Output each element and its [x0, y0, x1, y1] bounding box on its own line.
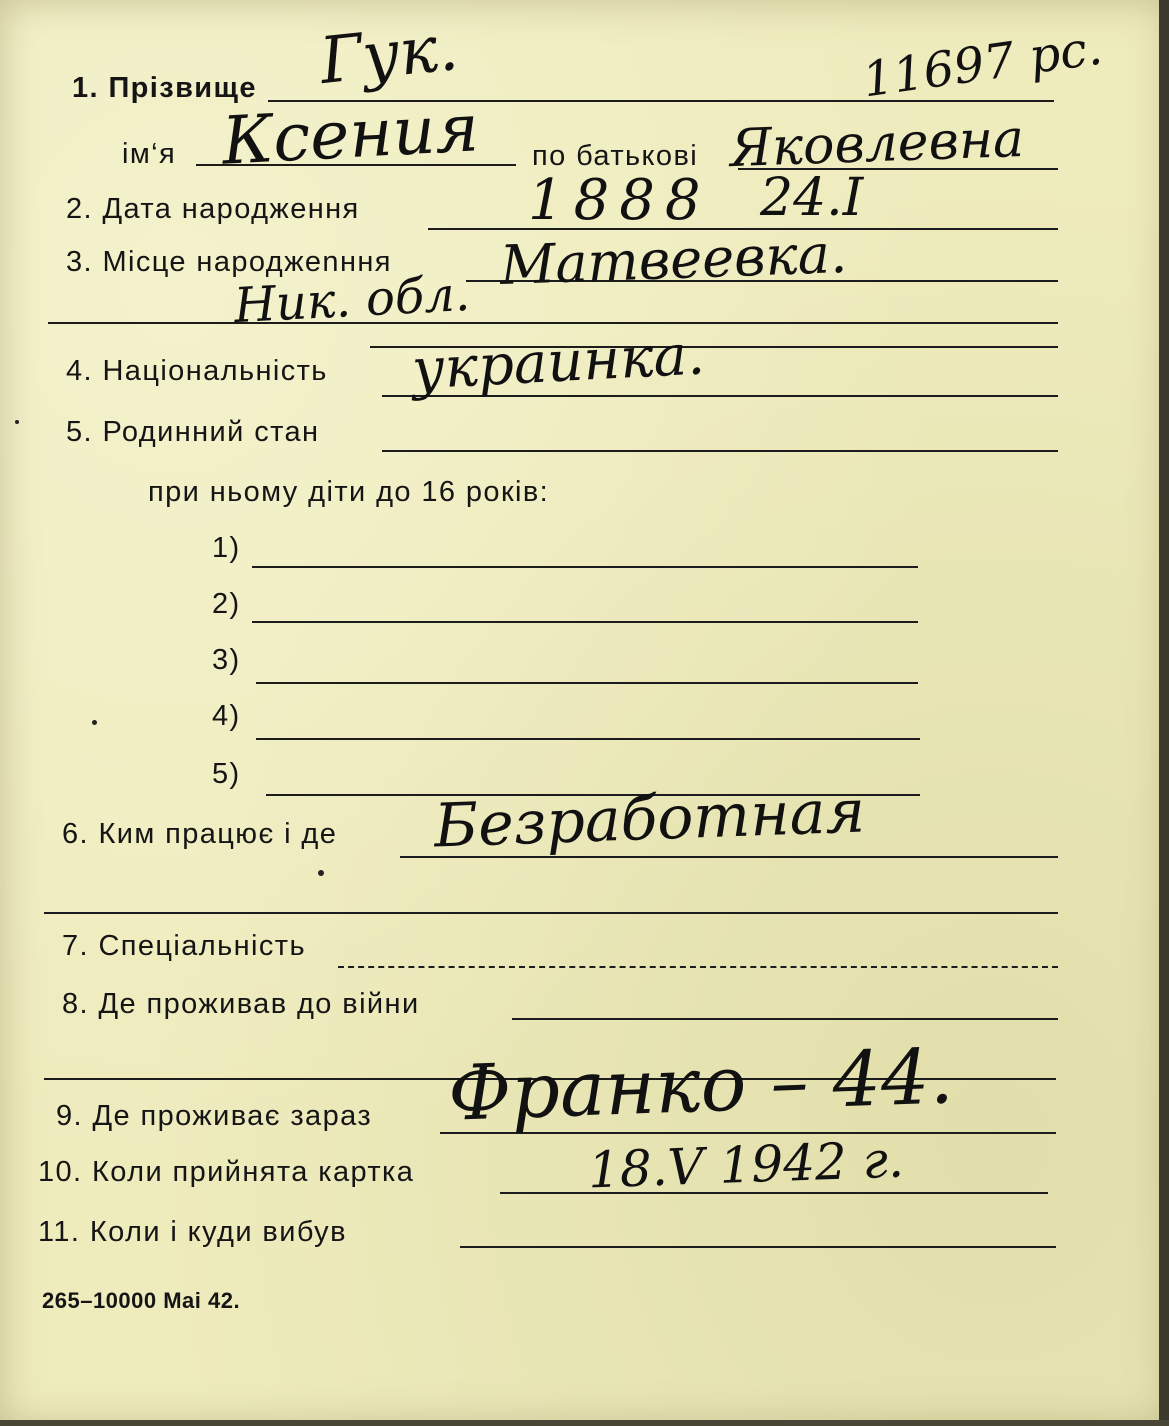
speciality-line	[338, 966, 1058, 968]
handwritten-address: Франко – 44.	[446, 1031, 955, 1138]
child-1-line	[252, 566, 918, 568]
current-residence-label: 9. Де проживає зараз	[56, 1100, 373, 1132]
prewar-residence-line	[512, 1018, 1058, 1020]
handwritten-birth-day: 24.I	[760, 168, 864, 228]
child-3-line	[256, 682, 918, 684]
family-status-line	[382, 450, 1058, 452]
child-1-label: 1)	[212, 532, 241, 564]
child-4-label: 4)	[212, 700, 241, 732]
child-4-line	[256, 738, 920, 740]
child-2-line	[252, 621, 918, 623]
handwritten-first-name: Ксения	[220, 89, 481, 180]
print-code: 265–10000 Mai 42.	[42, 1288, 241, 1313]
speciality-label: 7. Спеціальність	[62, 930, 306, 962]
handwritten-birthplace: Матвеевка.	[499, 221, 849, 298]
birthplace-line-2	[48, 322, 1058, 324]
handwritten-birth-year: 1888	[528, 168, 711, 233]
patronymic-label: по батькові	[532, 140, 699, 172]
departure-line	[460, 1246, 1056, 1248]
departure-label: 11. Коли і куди вибув	[38, 1216, 347, 1248]
occupation-line-2	[44, 912, 1058, 914]
handwritten-card-number: 11697 рс.	[859, 19, 1106, 109]
child-3-label: 3)	[212, 644, 241, 676]
occupation-label: 6. Ким працює і де	[62, 818, 338, 850]
children-label: при ньому діти до 16 років:	[148, 476, 550, 508]
ink-speck	[92, 720, 97, 725]
child-5-label: 5)	[212, 758, 241, 790]
child-2-label: 2)	[212, 588, 241, 620]
handwritten-region: Ник. обл.	[232, 265, 472, 335]
birthplace-label: 3. Місце народжenння	[66, 246, 392, 278]
handwritten-occupation: Безработная	[432, 776, 867, 862]
surname-label: 1. Прізвище	[72, 72, 257, 104]
birth-date-label: 2. Дата народження	[66, 193, 360, 225]
first-name-label: ім‘я	[122, 138, 177, 170]
card-edge	[1159, 0, 1169, 1426]
handwritten-patronymic: Яковлевна	[729, 108, 1025, 180]
card-accepted-label: 10. Коли прийнята картка	[38, 1156, 415, 1188]
nationality-label: 4. Національність	[66, 355, 328, 387]
prewar-residence-label: 8. Де проживав до війни	[62, 988, 420, 1020]
ink-speck	[15, 420, 19, 424]
card-edge-bottom	[0, 1420, 1169, 1426]
handwritten-nationality: украинка.	[410, 322, 707, 403]
handwritten-surname: Гук.	[316, 10, 462, 100]
family-status-label: 5. Родинний стан	[66, 416, 320, 448]
handwritten-card-date: 18.V 1942 г.	[587, 1130, 905, 1200]
ink-dot	[318, 870, 324, 876]
